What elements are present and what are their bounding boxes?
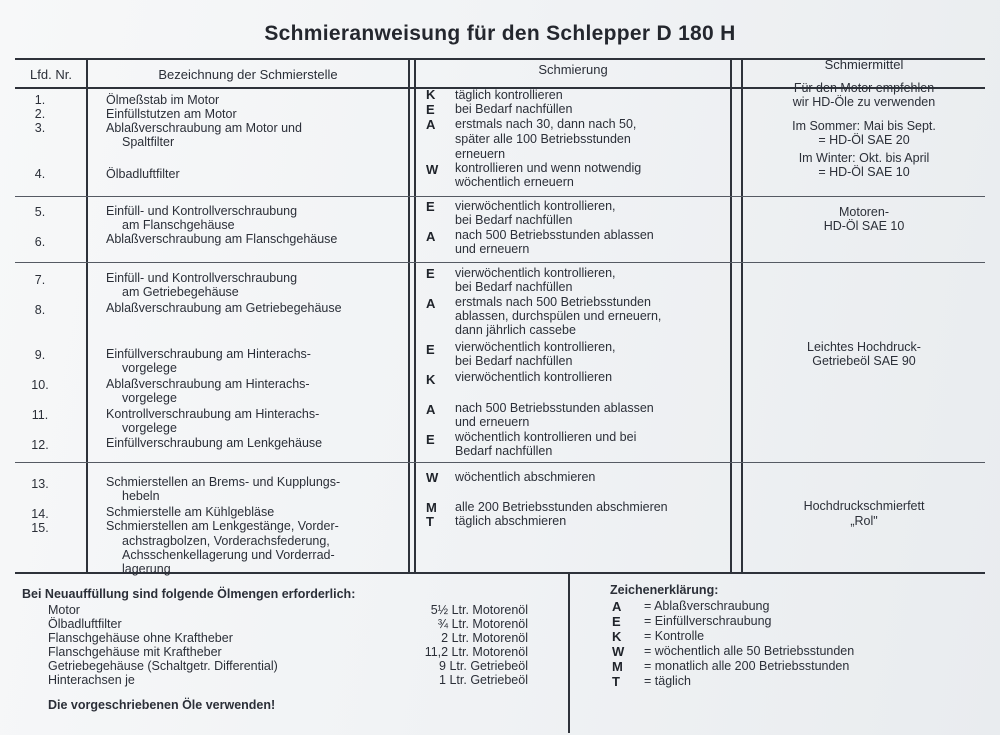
lubricant: Getriebeöl SAE 90 <box>812 354 916 368</box>
lubrication-point: Ablaßverschraubung am Motor und <box>106 121 302 135</box>
lubrication-point: Spaltfilter <box>122 135 175 149</box>
lubricant: = HD-Öl SAE 20 <box>818 133 910 147</box>
lubrication-point: Einfüll- und Kontrollverschraubung <box>106 204 298 218</box>
lubrication-point: Schmierstelle am Kühlgebläse <box>106 505 275 519</box>
row-number: 5. <box>34 205 46 219</box>
lubrication-instruction: vierwöchentlich kontrollieren, <box>455 266 616 280</box>
fill-label: Motor <box>48 603 80 617</box>
lubrication-instruction: später alle 100 Betriebsstunden <box>455 132 631 146</box>
lubrication-instruction: nach 500 Betriebsstunden ablassen <box>455 228 654 242</box>
lubrication-instruction: erstmals nach 30, dann nach 50, <box>455 117 637 131</box>
code-letter: A <box>426 229 436 244</box>
row-number: 8. <box>34 303 46 317</box>
column-divider <box>730 58 732 574</box>
lubricant: „Rol" <box>850 514 878 528</box>
document-title: Schmieranweisung für den Schlepper D 180 H <box>264 22 736 45</box>
column-divider <box>408 58 410 574</box>
fill-amount: 2 Ltr. Motorenöl <box>441 631 528 645</box>
lubrication-instruction: vierwöchentlich kontrollieren, <box>455 199 616 213</box>
column-divider <box>86 58 88 574</box>
lubricant: wir HD-Öle zu verwenden <box>792 95 936 109</box>
legend-text: = Einfüllverschraubung <box>644 614 772 628</box>
row-number: 13. <box>31 477 49 491</box>
row-number: 1. <box>34 93 46 107</box>
footer-divider <box>568 573 570 733</box>
lubrication-point: Einfüll- und Kontrollverschraubung <box>106 271 298 285</box>
lubrication-point: Schmierstellen an Brems- und Kupplungs- <box>106 475 341 489</box>
legend-code: K <box>612 629 622 644</box>
lubrication-instruction: vierwöchentlich kontrollieren <box>455 370 613 384</box>
lubrication-instruction: erneuern <box>455 147 506 161</box>
legend-text: = wöchentlich alle 50 Betriebsstunden <box>644 644 855 658</box>
legend-code: M <box>612 659 623 674</box>
legend-text: = täglich <box>644 674 691 688</box>
lubrication-point: Ablaßverschraubung am Flanschgehäuse <box>106 232 338 246</box>
lubrication-point: vorgelege <box>122 361 177 375</box>
lubrication-instruction: alle 200 Betriebsstunden abschmieren <box>455 500 668 514</box>
code-letter: E <box>426 342 435 357</box>
legend-text: = Ablaßverschraubung <box>644 599 770 613</box>
lubrication-instruction: und erneuern <box>455 242 530 256</box>
code-letter: E <box>426 199 435 214</box>
code-letter: K <box>426 372 436 387</box>
fill-label: Ölbadluftfilter <box>48 617 122 631</box>
header-schmiermittel: Schmiermittel <box>824 57 904 72</box>
code-letter: E <box>426 102 435 117</box>
code-letter: T <box>426 514 434 529</box>
row-number: 12. <box>31 438 49 452</box>
code-letter: A <box>426 402 436 417</box>
lubrication-instruction: bei Bedarf nachfüllen <box>455 213 573 227</box>
fill-label: Getriebegehäuse (Schaltgetr. Differential) <box>48 659 278 673</box>
fill-amount: 1 Ltr. Getriebeöl <box>439 673 528 687</box>
fill-footer: Die vorgeschriebenen Öle verwenden! <box>48 698 276 712</box>
lubrication-instruction: erstmals nach 500 Betriebsstunden <box>455 295 651 309</box>
lubrication-point: vorgelege <box>122 391 177 405</box>
lubrication-point: Ölmeßstab im Motor <box>106 93 220 107</box>
lubrication-instruction: kontrollieren und wenn notwendig <box>455 161 642 175</box>
lubrication-instruction: ablassen, durchspülen und erneuern, <box>455 309 662 323</box>
lubrication-point: am Getriebegehäuse <box>122 285 239 299</box>
row-number: 10. <box>31 378 49 392</box>
lubrication-instruction: wöchentlich erneuern <box>455 175 574 189</box>
column-divider <box>414 58 416 574</box>
header-bezeichnung: Bezeichnung der Schmierstelle <box>158 67 338 82</box>
header-nr: Lfd. Nr. <box>30 67 72 82</box>
fill-heading: Bei Neuauffüllung sind folgende Ölmengen erforderlich: <box>22 587 356 601</box>
code-letter: A <box>426 117 436 132</box>
row-number: 2. <box>34 107 46 121</box>
lubrication-point: lagerung <box>122 562 171 576</box>
fill-label: Flanschgehäuse ohne Kraftheber <box>48 631 233 645</box>
legend-text: = Kontrolle <box>644 629 705 643</box>
lubrication-point: am Flanschgehäuse <box>122 218 235 232</box>
lubrication-instruction: bei Bedarf nachfüllen <box>455 102 573 116</box>
lubrication-instruction: dann jährlich cassebe <box>455 323 576 337</box>
row-number: 7. <box>34 273 46 287</box>
lubricant: HD-Öl SAE 10 <box>823 219 905 233</box>
row-number: 6. <box>34 235 46 249</box>
lubrication-point: vorgelege <box>122 421 177 435</box>
lubricant: = HD-Öl SAE 10 <box>818 165 910 179</box>
legend-code: E <box>612 614 621 629</box>
lubrication-instruction: nach 500 Betriebsstunden ablassen <box>455 401 654 415</box>
group-separator <box>15 262 985 263</box>
group-separator <box>15 462 985 463</box>
lubrication-instruction: Bedarf nachfüllen <box>455 444 553 458</box>
lubrication-instruction: wöchentlich abschmieren <box>455 470 596 484</box>
lubrication-instruction: täglich kontrollieren <box>455 88 563 102</box>
lubrication-instruction: wöchentlich kontrollieren und bei <box>455 430 637 444</box>
lubrication-instruction: bei Bedarf nachfüllen <box>455 280 573 294</box>
lubrication-instruction: täglich abschmieren <box>455 514 567 528</box>
header-schmierung: Schmierung <box>538 62 608 77</box>
lubrication-point: Einfüllstutzen am Motor <box>106 107 237 121</box>
lubrication-point: Schmierstellen am Lenkgestänge, Vorder- <box>106 519 339 533</box>
group-separator <box>15 196 985 197</box>
code-letter: E <box>426 432 435 447</box>
fill-amount: 9 Ltr. Getriebeöl <box>439 659 528 673</box>
lubricant: Leichtes Hochdruck- <box>807 340 921 354</box>
lubrication-instruction: vierwöchentlich kontrollieren, <box>455 340 616 354</box>
lubrication-point: Einfüllverschraubung am Hinterachs- <box>106 347 311 361</box>
lubrication-point: Ölbadluftfilter <box>106 167 180 181</box>
legend-code: A <box>612 599 622 614</box>
row-number: 15. <box>31 521 49 535</box>
code-letter: W <box>426 470 439 485</box>
code-letter: A <box>426 296 436 311</box>
lubricant: Hochdruckschmierfett <box>803 499 925 513</box>
fill-amount: 11,2 Ltr. Motorenöl <box>424 645 528 659</box>
legend-text: = monatlich alle 200 Betriebsstunden <box>644 659 850 673</box>
lubricant: Für den Motor empfehlen <box>793 81 935 95</box>
lubrication-instruction: und erneuern <box>455 415 530 429</box>
lubrication-point: Ablaßverschraubung am Getriebegehäuse <box>106 301 342 315</box>
code-letter: K <box>426 87 436 102</box>
column-divider <box>741 58 743 574</box>
row-number: 11. <box>31 408 49 422</box>
row-number: 14. <box>31 507 49 521</box>
fill-label: Flanschgehäuse mit Kraftheber <box>48 645 222 659</box>
lubrication-point: Achsschenkellagerung und Vorderrad- <box>122 548 335 562</box>
legend-heading: Zeichenerklärung: <box>610 583 719 597</box>
row-number: 4. <box>34 167 46 181</box>
fill-amount: 5½ Ltr. Motorenöl <box>430 603 528 617</box>
lubricant: Im Sommer: Mai bis Sept. <box>792 119 936 133</box>
fill-amount: ¾ Ltr. Motorenöl <box>437 617 528 631</box>
row-number: 9. <box>34 348 46 362</box>
lubrication-point: hebeln <box>122 489 160 503</box>
fill-label: Hinterachsen je <box>48 673 135 687</box>
code-letter: E <box>426 266 435 281</box>
lubricant: Motoren- <box>838 205 890 219</box>
lubrication-point: Kontrollverschraubung am Hinterachs- <box>106 407 320 421</box>
lubricant: Im Winter: Okt. bis April <box>798 151 930 165</box>
legend-code: W <box>612 644 625 659</box>
lubrication-point: Ablaßverschraubung am Hinterachs- <box>106 377 310 391</box>
code-letter: W <box>426 162 439 177</box>
row-number: 3. <box>34 121 46 135</box>
code-letter: M <box>426 500 437 515</box>
lubrication-instruction: bei Bedarf nachfüllen <box>455 354 573 368</box>
lubrication-point: achstragbolzen, Vorderachsfederung, <box>122 534 330 548</box>
lubrication-point: Einfüllverschraubung am Lenkgehäuse <box>106 436 323 450</box>
legend-code: T <box>612 674 620 689</box>
